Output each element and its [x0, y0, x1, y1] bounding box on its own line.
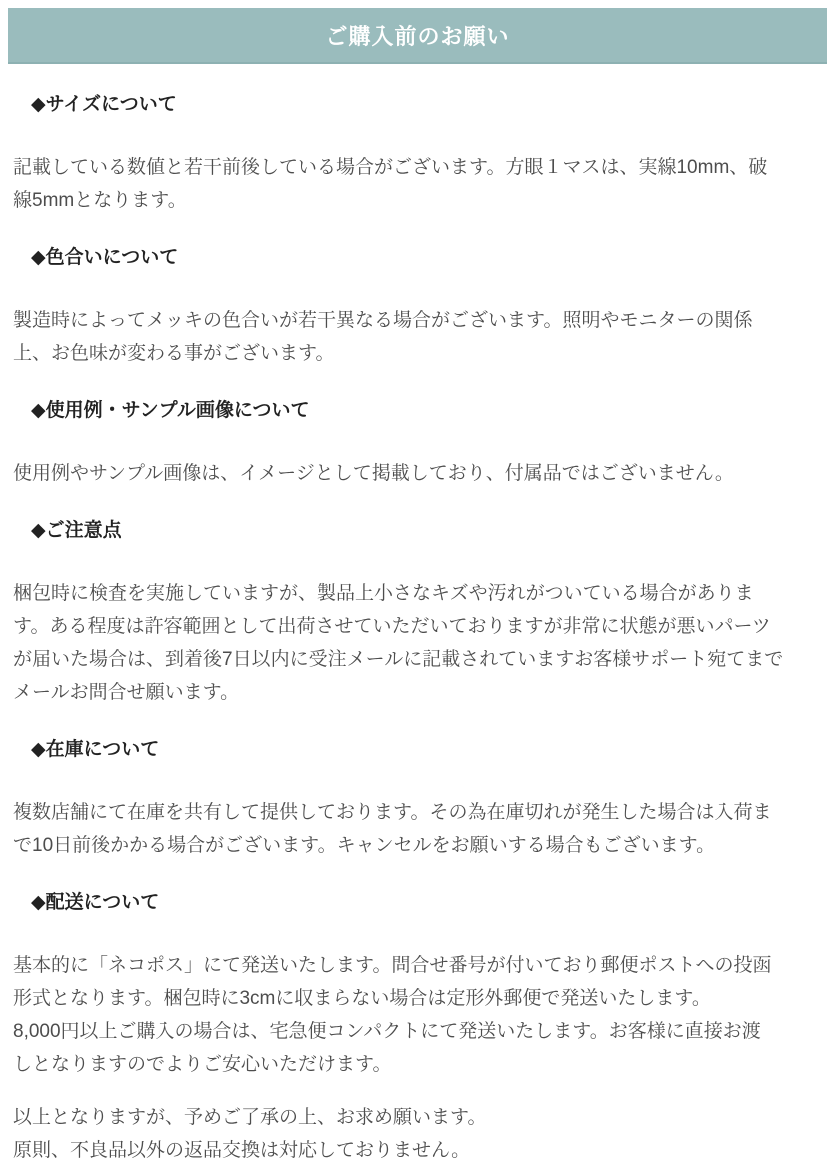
section-paragraph — [13, 949, 825, 1081]
section-paragraph — [13, 796, 825, 862]
paragraph-line: 上、お色味が変わる事がございます。 — [13, 343, 335, 364]
closing-note — [13, 1101, 825, 1167]
section-color — [0, 244, 837, 370]
paragraph-line: 原則、不良品以外の返品交換は対応しておりません。 — [13, 1140, 471, 1161]
section-size — [0, 91, 837, 217]
section-cautions — [0, 517, 837, 709]
paragraph-line: しとなりますのでよりご安心いただけます。 — [13, 1054, 392, 1075]
section-heading: ◆配送について — [31, 892, 160, 913]
paragraph-line: 以上となりますが、予めご了承の上、お求め願います。 — [13, 1107, 487, 1128]
paragraph-line: 基本的に「ネコポス」にて発送いたします。問合せ番号が付いており郵便ポストへの投函 — [13, 955, 772, 976]
section-paragraph — [13, 577, 825, 709]
paragraph-line: で10日前後かかる場合がございます。キャンセルをお願いする場合もございます。 — [13, 835, 716, 856]
paragraph-line: が届いた場合は、到着後7日以内に受注メールに記載されていますお客様サポート宛てまで — [13, 649, 784, 670]
section-sample-images — [0, 397, 837, 490]
section-paragraph — [13, 304, 825, 370]
paragraph-line: す。ある程度は許容範囲として出荷させていただいておりますが非常に状態が悪いパーツ — [13, 616, 771, 637]
paragraph-line: 8,000円以上ご購入の場合は、宅急便コンパクトにて発送いたします。お客様に直接お渡 — [13, 1021, 761, 1042]
paragraph-line: 複数店舗にて在庫を共有して提供しております。その為在庫切れが発生した場合は入荷ま — [13, 802, 772, 823]
paragraph-line: 線5mmとなります。 — [13, 190, 187, 211]
section-paragraph — [13, 151, 825, 217]
paragraph-line: メールお問合せ願います。 — [13, 682, 240, 703]
paragraph-line: 形式となります。梱包時に3cmに収まらない場合は定形外郵便で発送いたします。 — [13, 988, 711, 1009]
section-paragraph — [13, 457, 825, 490]
section-heading: ◆色合いについて — [31, 247, 179, 268]
section-heading: ◆使用例・サンプル画像について — [31, 400, 310, 421]
notice-title: ご購入前のお願い — [325, 23, 510, 49]
paragraph-line: 梱包時に検査を実施していますが、製品上小さなキズや汚れがついている場合がありま — [13, 583, 754, 604]
section-heading: ◆ご注意点 — [31, 520, 122, 541]
section-shipping — [0, 889, 837, 1081]
section-heading: ◆在庫について — [31, 739, 160, 760]
notice-content — [0, 91, 837, 1167]
section-stock — [0, 736, 837, 862]
paragraph-line: 記載している数値と若干前後している場合がございます。方眼１マスは、実線10mm、破 — [13, 157, 768, 178]
paragraph-line: 製造時によってメッキの色合いが若干異なる場合がございます。照明やモニターの関係 — [13, 310, 753, 331]
section-heading: ◆サイズについて — [31, 94, 177, 115]
notice-header — [8, 8, 827, 64]
paragraph-line: 使用例やサンプル画像は、イメージとして掲載しており、付属品ではございません。 — [13, 463, 734, 484]
